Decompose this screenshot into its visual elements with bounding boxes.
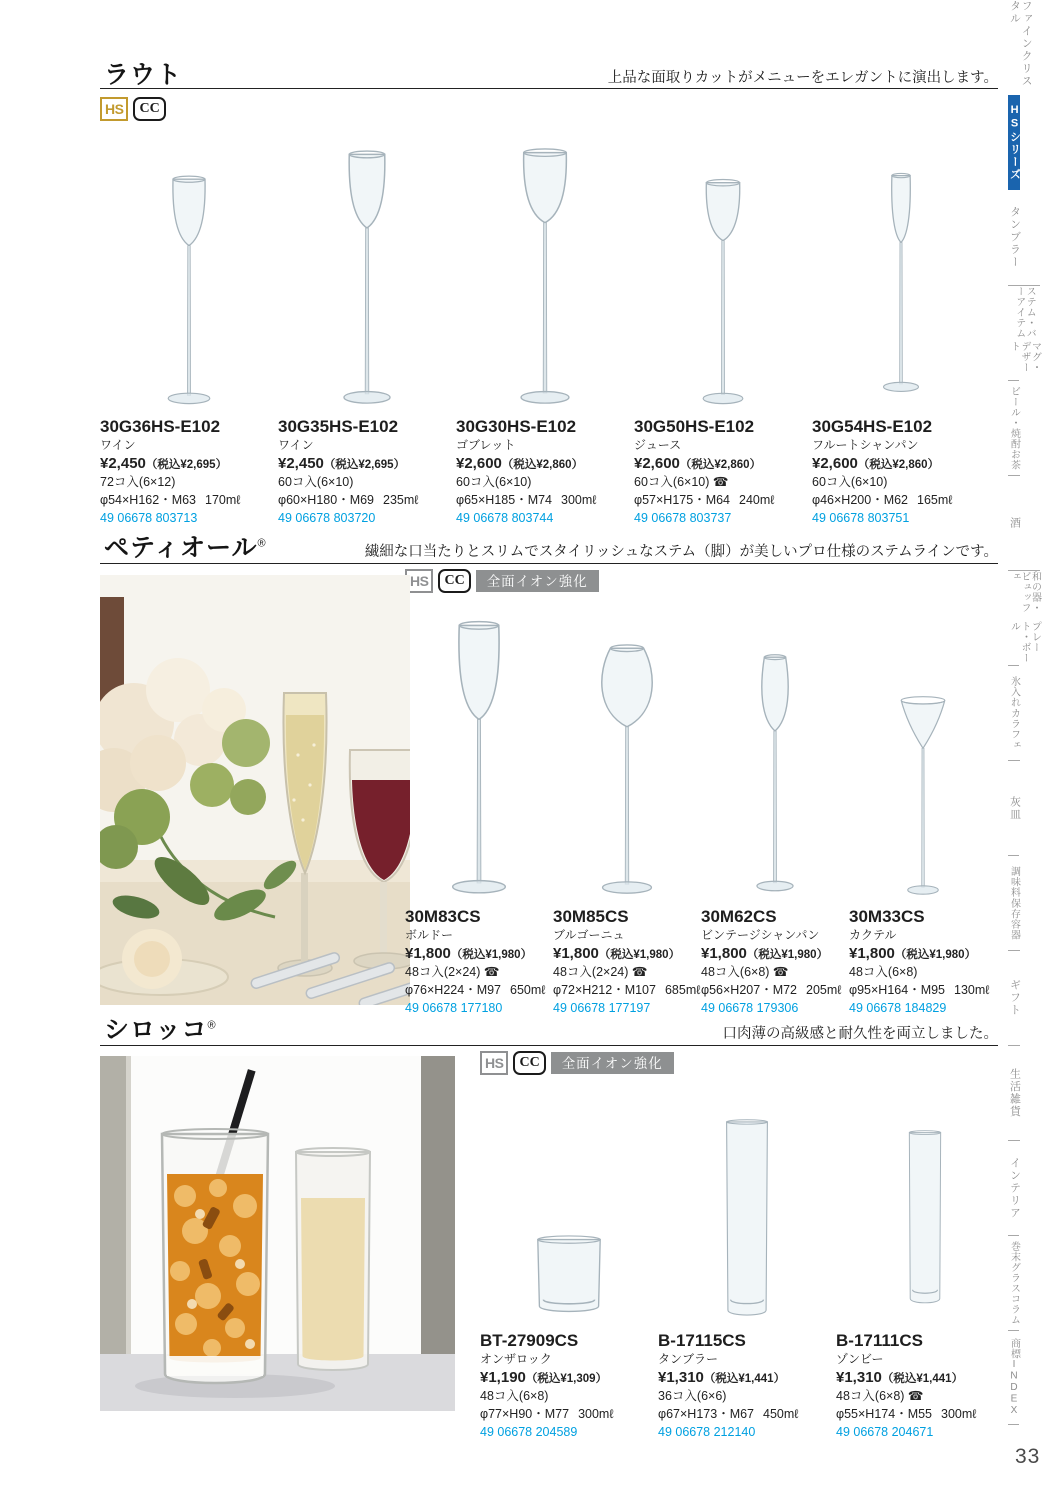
rocks-glass-image (526, 1234, 612, 1322)
product-card (100, 130, 278, 526)
cc-badge: CC (513, 1051, 545, 1075)
goblet-glass-image (492, 142, 598, 408)
product-card (836, 1108, 1014, 1440)
sirocco-lifestyle-photo (100, 1056, 455, 1411)
product-price: ¥2,600（税込¥2,860） (634, 455, 762, 473)
product-size: φ95×H164・M95 130mℓ (849, 983, 990, 998)
product-pack: 60コ入(6×10) (456, 475, 532, 490)
product-code: 30M83CS (405, 907, 481, 926)
product-jan-code: 49 06678 177197 (553, 1000, 651, 1015)
sidebar-tab-fine-crystal[interactable]: ファインクリスタル (1008, 0, 1033, 88)
product-price: ¥1,190（税込¥1,309） (480, 1369, 608, 1387)
product-card (701, 606, 849, 1016)
product-jan-code: 49 06678 803737 (634, 510, 732, 525)
product-pack: 48コ入(6×8) ☎ (701, 965, 789, 980)
product-name: オンザロック (480, 1351, 552, 1366)
ion-strengthened-badge: 全面イオン強化 (551, 1052, 674, 1075)
section-title-sirocco: シロッコ® (104, 1016, 217, 1044)
sidebar-tab-glass-column[interactable]: 巻末 グラスコラム (1008, 1235, 1019, 1330)
product-jan-code: 49 06678 184829 (849, 1000, 947, 1015)
product-code: B-17111CS (836, 1331, 923, 1350)
product-size: φ57×H175・M64 240mℓ (634, 493, 775, 508)
product-price: ¥1,310（税込¥1,441） (658, 1369, 786, 1387)
sidebar-tab-sake[interactable]: 酒 (1008, 475, 1020, 570)
product-pack: 48コ入(6×8) (480, 1389, 549, 1404)
product-code: 30G35HS-E102 (278, 417, 399, 436)
product-row-raut (100, 130, 990, 526)
category-sidebar (1008, 0, 1061, 1500)
product-name: ジュース (634, 437, 682, 452)
product-jan-code: 49 06678 179306 (701, 1000, 799, 1015)
product-price: ¥2,600（税込¥2,860） (456, 455, 584, 473)
section-rule (100, 88, 998, 89)
product-pack: 36コ入(6×6) (658, 1389, 727, 1404)
product-name: ワイン (278, 437, 314, 452)
badge-row-petiole (405, 569, 599, 593)
sidebar-tab-household[interactable]: 生活雑貨 (1008, 1045, 1020, 1140)
product-jan-code: 49 06678 204589 (480, 1424, 578, 1439)
product-jan-code: 49 06678 177180 (405, 1000, 503, 1015)
product-code: 30M85CS (553, 907, 629, 926)
section-tagline-sirocco: 口肉薄の高級感と耐久性を両立しました。 (722, 1026, 998, 1042)
cc-badge: CC (133, 97, 165, 121)
product-price: ¥2,450（税込¥2,695） (278, 455, 406, 473)
sidebar-tab-trademark-index[interactable]: 商標 INDEX (1008, 1330, 1019, 1425)
wine-glass-image (320, 142, 414, 408)
sidebar-tab-japanese-buffet-plate[interactable]: 和の器・ビュッフェ プレート・ボール (1008, 570, 1040, 665)
product-size: φ54×H162・M63 170mℓ (100, 493, 241, 508)
product-size: φ56×H207・M72 205mℓ (701, 983, 842, 998)
champagne-flute-image (863, 156, 939, 408)
sidebar-tab-tumbler[interactable]: タンブラー (1008, 206, 1021, 269)
bordeaux-glass-image (423, 616, 535, 898)
sidebar-tab-hs-series[interactable]: HSシリーズ (1008, 95, 1020, 190)
product-pack: 48コ入(2×24) ☎ (405, 965, 500, 980)
wine-glass-image (145, 168, 233, 408)
product-code: 30G36HS-E102 (100, 417, 221, 436)
page-number: 33 (1015, 1445, 1041, 1468)
zombie-glass-image (896, 1116, 954, 1322)
product-card (278, 130, 456, 526)
section-tagline-petiole: 繊細な口当たりとスリムでスタイリッシュなステム（脚）が美しいプロ仕様のステムラインです。 (364, 544, 998, 560)
hs-series-badge: HS (100, 97, 128, 121)
section-rule (100, 1045, 998, 1046)
product-card (456, 130, 634, 526)
product-name: タンブラー (658, 1351, 719, 1366)
product-code: 30M62CS (701, 907, 777, 926)
product-pack: 48コ入(2×24) ☎ (553, 965, 648, 980)
product-pack: 60コ入(6×10) (278, 475, 354, 490)
product-price: ¥1,800（税込¥1,980） (849, 945, 977, 963)
product-name: ゾンビー (836, 1351, 884, 1366)
ion-strengthened-badge: 全面イオン強化 (476, 570, 599, 593)
product-pack: 48コ入(6×8) (849, 965, 918, 980)
product-price: ¥1,800（税込¥1,980） (405, 945, 533, 963)
product-name: フルートシャンパン (812, 437, 919, 452)
product-price: ¥2,600（税込¥2,860） (812, 455, 940, 473)
section-title-petiole: ペティオール® (104, 534, 267, 562)
product-size: φ46×H200・M62 165mℓ (812, 493, 953, 508)
product-card (812, 130, 990, 526)
product-card (658, 1108, 836, 1440)
product-jan-code: 49 06678 803751 (812, 510, 910, 525)
product-size: φ72×H212・M107 685mℓ (553, 983, 701, 998)
product-jan-code: 49 06678 212140 (658, 1424, 756, 1439)
product-name: ボルドー (405, 927, 454, 942)
product-size: φ60×H180・M69 235mℓ (278, 493, 419, 508)
product-row-sirocco (480, 1108, 1014, 1440)
product-size: φ67×H173・M67 450mℓ (658, 1407, 799, 1422)
product-size: φ55×H174・M55 300mℓ (836, 1407, 977, 1422)
tumbler-glass-image (714, 1118, 780, 1322)
juice-glass-image (676, 170, 770, 408)
badge-row-raut (100, 97, 166, 121)
product-code: B-17115CS (658, 1331, 746, 1350)
product-name: ブルゴーニュ (553, 927, 625, 942)
cocktail-glass-image (875, 680, 971, 898)
product-jan-code: 49 06678 803720 (278, 510, 376, 525)
product-jan-code: 49 06678 803744 (456, 510, 554, 525)
product-name: ゴブレット (456, 437, 516, 452)
product-card (480, 1108, 658, 1440)
product-price: ¥1,800（税込¥1,980） (553, 945, 681, 963)
sidebar-tab-seasoning-storage[interactable]: 調味料 保存容器 (1008, 855, 1019, 950)
hs-series-badge: HS (405, 569, 433, 593)
product-jan-code: 49 06678 204671 (836, 1424, 934, 1439)
product-row-petiole (405, 606, 997, 1016)
vintage-champagne-glass-image (734, 646, 816, 898)
product-name: ワイン (100, 437, 136, 452)
sidebar-tab-gift[interactable]: ギフト (1008, 950, 1020, 1045)
product-code: 30G50HS-E102 (634, 417, 755, 436)
bourgogne-glass-image (565, 636, 689, 898)
sidebar-tab-interior[interactable]: インテリア (1008, 1140, 1020, 1235)
product-code: 30M33CS (849, 907, 925, 926)
section-rule (100, 563, 998, 564)
petiole-lifestyle-photo (100, 575, 410, 1005)
product-card (405, 606, 553, 1016)
product-jan-code: 49 06678 803713 (100, 510, 198, 525)
product-code: 30G54HS-E102 (812, 417, 933, 436)
sidebar-tab-beer-tea[interactable]: ビール・焼酎 お茶 (1008, 380, 1019, 475)
sidebar-tab-stem-bar-mug[interactable]: ステム・バーアイテム マグ・デザート (1008, 285, 1040, 380)
product-card (849, 606, 997, 1016)
hs-series-badge: HS (480, 1051, 508, 1075)
sidebar-tab-ice-carafe[interactable]: 氷入れ カラフェ (1008, 665, 1019, 760)
cc-badge: CC (438, 569, 470, 593)
product-size: φ65×H185・M74 300mℓ (456, 493, 597, 508)
badge-row-sirocco (480, 1051, 674, 1075)
product-pack: 72コ入(6×12) (100, 475, 176, 490)
product-pack: 60コ入(6×10) (812, 475, 888, 490)
product-price: ¥2,450（税込¥2,695） (100, 455, 228, 473)
product-code: 30G30HS-E102 (456, 417, 577, 436)
product-price: ¥1,310（税込¥1,441） (836, 1369, 964, 1387)
product-price: ¥1,800（税込¥1,980） (701, 945, 829, 963)
product-name: ビンテージシャンパン (701, 927, 820, 942)
product-pack: 60コ入(6×10) ☎ (634, 475, 729, 490)
product-card (553, 606, 701, 1016)
sidebar-tab-ashtray[interactable]: 灰皿 (1008, 760, 1020, 855)
product-name: カクテル (849, 927, 897, 942)
product-card (634, 130, 812, 526)
section-title-raut: ラウト (104, 61, 183, 89)
product-size: φ77×H90・M77 300mℓ (480, 1407, 614, 1422)
product-size: φ76×H224・M97 650mℓ (405, 983, 546, 998)
product-pack: 48コ入(6×8) ☎ (836, 1389, 924, 1404)
section-tagline-raut: 上品な面取りカットがメニューをエレガントに演出します。 (607, 70, 998, 86)
product-code: BT-27909CS (480, 1331, 579, 1350)
